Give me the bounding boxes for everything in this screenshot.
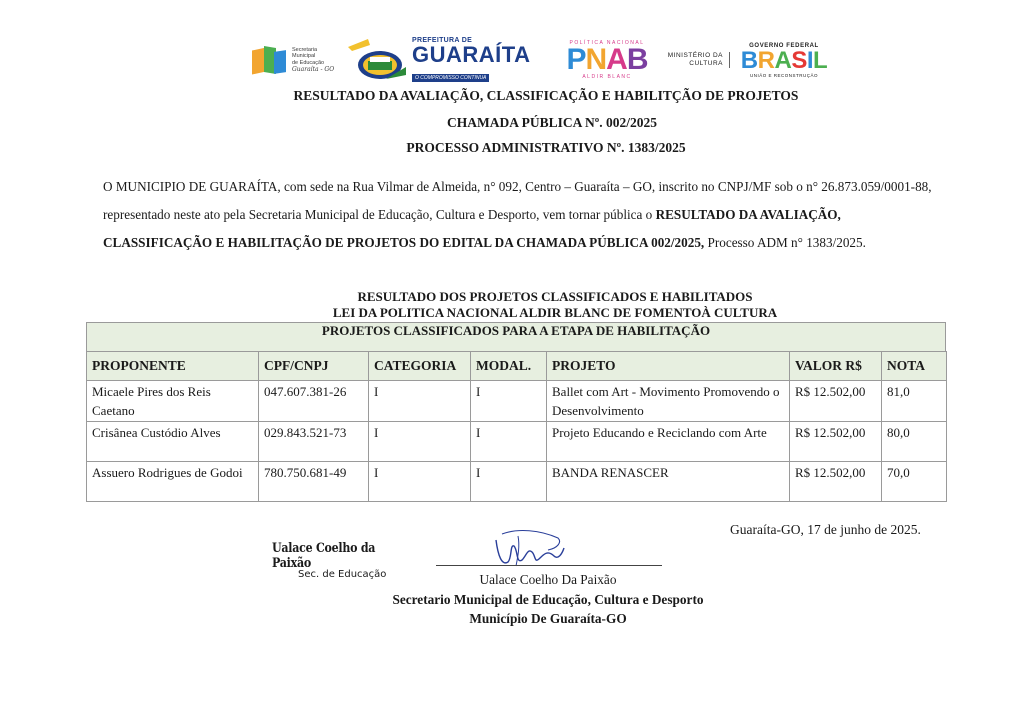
pnab-letter-p: P xyxy=(566,43,586,76)
projects-table xyxy=(86,351,947,502)
table-row xyxy=(87,422,947,462)
cell-modal: I xyxy=(471,462,547,502)
col-cpf-cnpj: CPF/CNPJ xyxy=(259,352,369,381)
gov-word xyxy=(740,46,828,74)
cell-nota: 70,0 xyxy=(882,462,947,502)
cell-categoria: I xyxy=(369,381,471,422)
cell-valor: R$ 12.502,00 xyxy=(790,462,882,502)
guaraita-logo xyxy=(346,36,542,84)
seduc-line2: Municipal xyxy=(292,53,316,60)
cell-projeto: BANDA RENASCER xyxy=(547,462,790,502)
gov-letter-a: A xyxy=(774,46,792,74)
pnab-letter-b: B xyxy=(626,43,648,76)
gov-letter-i: I xyxy=(806,46,814,74)
col-nota: NOTA xyxy=(882,352,947,381)
stamp-name: Ualace Coelho da Paixão xyxy=(272,541,376,571)
gov-letter-l: L xyxy=(813,46,828,74)
cell-cpf: 780.750.681-49 xyxy=(259,462,369,502)
seduc-emblem-icon xyxy=(250,43,288,77)
cell-nota: 80,0 xyxy=(882,422,947,462)
minc-line1: MINISTÉRIO DA xyxy=(667,52,723,59)
col-categoria: CATEGORIA xyxy=(369,352,471,381)
logo-strip xyxy=(250,36,830,84)
col-modal: MODAL. xyxy=(471,352,547,381)
cell-cpf: 029.843.521-73 xyxy=(259,422,369,462)
minc-logo xyxy=(664,36,730,84)
cell-proponente: Micaele Pires dos Reis Caetano xyxy=(87,381,259,422)
cell-categoria: I xyxy=(369,462,471,502)
table-row xyxy=(87,462,947,502)
pnab-letter-n: N xyxy=(585,43,607,76)
cell-valor: R$ 12.502,00 xyxy=(790,381,882,422)
intro-text-1: O MUNICIPIO DE GUARAÍTA, com sede na Rua Vilmar de Almeida, n° 092, Centro – Guaraíta – GO, inscrito no CNPJ/MF sob o n° 26.873.059/0001-88, representado neste ato pela Secretaria Municipal de Educação, Cultura e Desporto, vem tornar pública o xyxy=(103,179,932,222)
cell-projeto: Ballet com Art - Movimento Promovendo o Desenvolvimento xyxy=(547,381,790,422)
seduc-text xyxy=(292,47,334,73)
cell-categoria: I xyxy=(369,422,471,462)
seduc-line3: de Educação xyxy=(292,60,325,66)
minc-text xyxy=(668,52,730,68)
cell-valor: R$ 12.502,00 xyxy=(790,422,882,462)
col-projeto: PROJETO xyxy=(547,352,790,381)
signer-entity: Município De Guaraíta-GO xyxy=(469,611,627,626)
pnab-logo xyxy=(556,36,658,84)
cell-modal: I xyxy=(471,381,547,422)
process-number: PROCESSO ADMINISTRATIVO Nº. 1383/2025 xyxy=(406,140,686,155)
cell-nota: 81,0 xyxy=(882,381,947,422)
cell-proponente: Assuero Rodrigues de Godoi xyxy=(87,462,259,502)
gov-bottom: UNIÃO E RECONSTRUÇÃO xyxy=(749,72,818,78)
gov-letter-s: S xyxy=(791,46,807,74)
pnab-bottom: ALDIR BLANC xyxy=(582,74,632,80)
law-subtitle: LEI DA POLITICA NACIONAL ALDIR BLANC DE FOMENTOÀ CULTURA xyxy=(332,305,778,320)
intro-paragraph xyxy=(103,173,933,257)
stamp-role: Sec. de Educação xyxy=(298,569,387,580)
cell-modal: I xyxy=(471,422,547,462)
guaraita-slogan: O COMPROMISSO CONTINUA xyxy=(412,74,489,82)
guaraita-words xyxy=(412,37,530,84)
guaraita-prefix: PREFEITURA DE xyxy=(412,36,473,44)
results-subtitle: RESULTADO DOS PROJETOS CLASSIFICADOS E HABILITADOS xyxy=(357,289,753,304)
minc-line2: CULTURA xyxy=(689,60,723,67)
cell-proponente: Crisânea Custódio Alves xyxy=(87,422,259,462)
call-number: CHAMADA PÚBLICA Nº. 002/2025 xyxy=(447,115,657,130)
table-title: PROJETOS CLASSIFICADOS PARA A ETAPA DE HABILITAÇÃO xyxy=(86,322,946,351)
gov-top: GOVERNO FEDERAL xyxy=(749,42,819,49)
guaraita-name: GUARAÍTA xyxy=(412,41,531,67)
cell-cpf: 047.607.381-26 xyxy=(259,381,369,422)
gov-logo xyxy=(738,36,830,84)
document-title: RESULTADO DA AVALIAÇÃO, CLASSIFICAÇÃO E HABILITÇÃO DE PROJETOS xyxy=(293,88,799,103)
intro-bold-text: RESULTADO DA AVALIAÇÃO, CLASSIFICAÇÃO E HABILITAÇÃO DE PROJETOS DO EDITAL DA CHAMADA PÚBLICA 002/2025, xyxy=(103,207,841,250)
results-table xyxy=(86,322,946,502)
gov-letter-b: B xyxy=(740,46,758,74)
signature-line xyxy=(436,565,662,566)
signer-name: Ualace Coelho Da Paixão xyxy=(479,572,617,587)
cell-projeto: Projeto Educando e Reciclando com Arte xyxy=(547,422,790,462)
intro-text-2: Processo ADM n° 1383/2025. xyxy=(704,235,866,250)
seduc-line1: Secretaria xyxy=(292,46,318,53)
signer-role: Secretario Municipal de Educação, Cultura e Desporto xyxy=(392,592,704,607)
col-valor: VALOR R$ xyxy=(790,352,882,381)
table-header-row xyxy=(87,352,947,381)
gov-letter-r: R xyxy=(757,46,775,74)
city-date: Guaraíta-GO, 17 de junho de 2025. xyxy=(730,522,921,537)
pnab-letter-a: A xyxy=(606,43,627,76)
col-proponente: PROPONENTE xyxy=(87,352,259,381)
table-row xyxy=(87,381,947,422)
seduc-logo xyxy=(250,36,342,84)
pnab-top: POLÍTICA NACIONAL xyxy=(569,40,645,46)
seduc-line4: Guaraíta - GO xyxy=(292,65,335,73)
guaraita-emblem-icon xyxy=(346,37,408,83)
